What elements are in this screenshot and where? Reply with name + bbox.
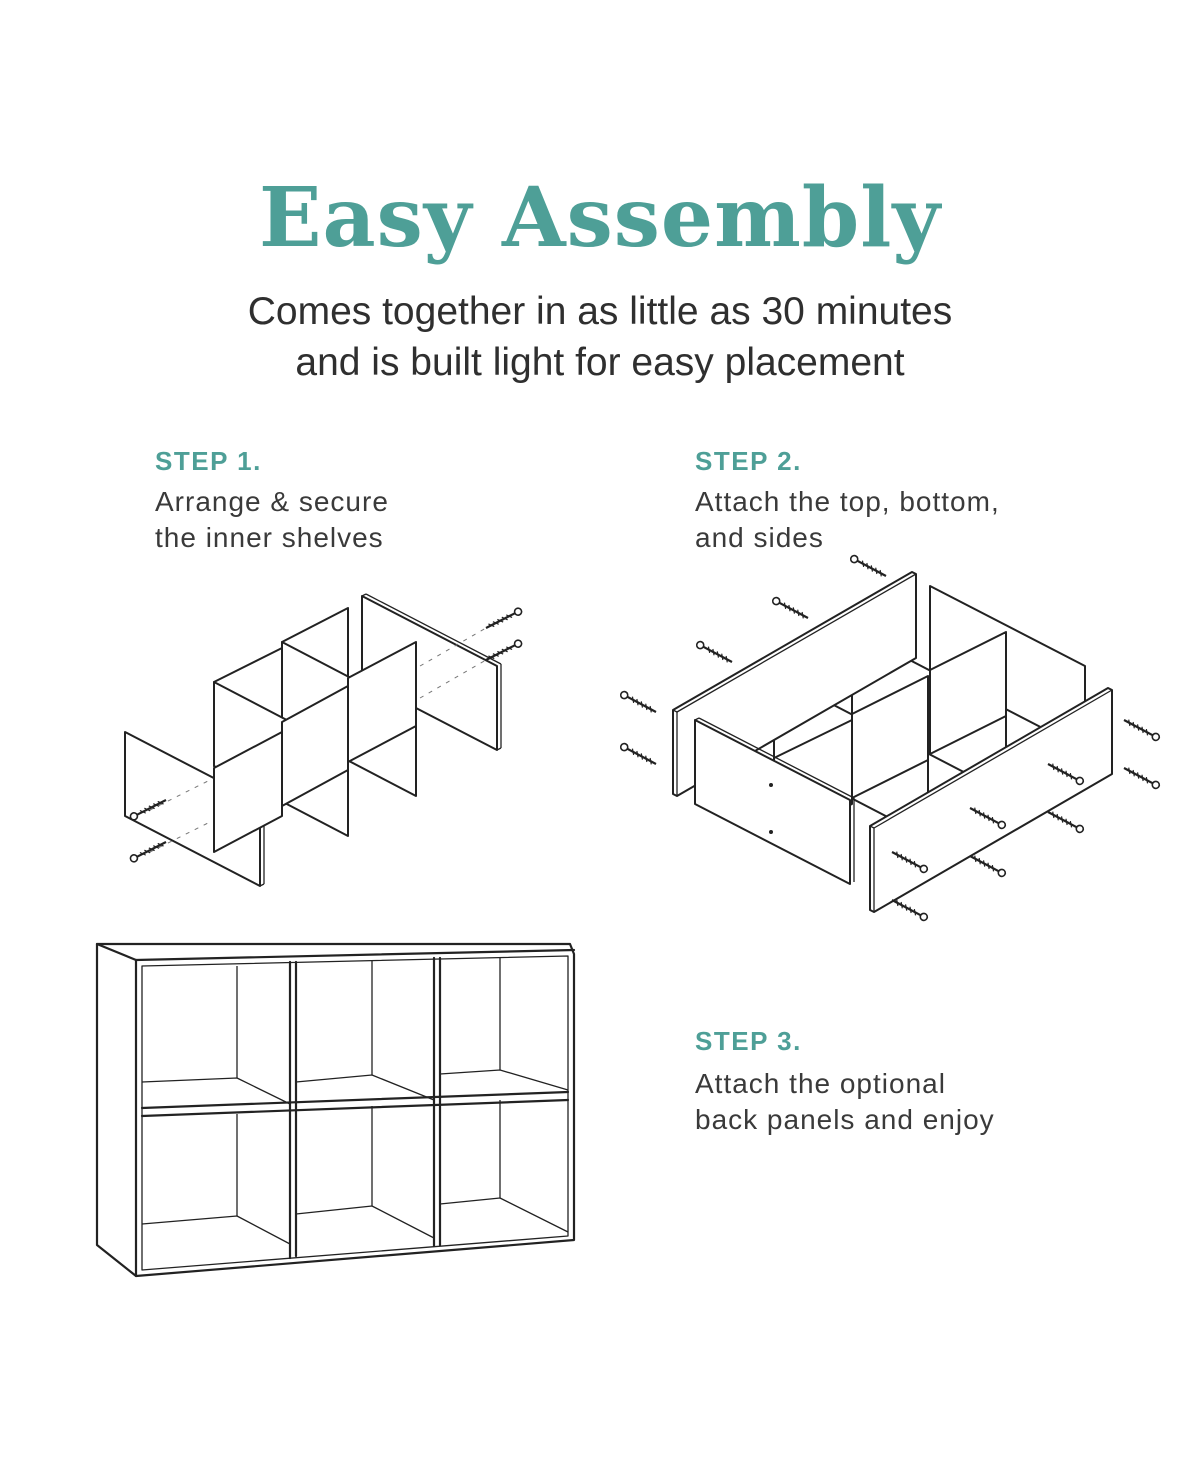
step-2-line-2: and sides: [695, 522, 824, 553]
step-1-line-2: the inner shelves: [155, 522, 384, 553]
step-1-heading: STEP 1.: [155, 446, 262, 476]
subtitle-line-2: and is built light for easy placement: [295, 341, 905, 384]
cube-bookshelf-diagram: [97, 944, 574, 1276]
page-title: Easy Assembly: [258, 170, 941, 266]
step-3-line-2: back panels and enjoy: [695, 1104, 995, 1135]
frame-assembly-diagram: [619, 554, 1160, 921]
step-2-heading: STEP 2.: [695, 446, 802, 476]
step-3-heading: STEP 3.: [695, 1026, 802, 1056]
inner-shelves-diagram: [125, 594, 523, 886]
step-1-line-1: Arrange & secure: [155, 486, 389, 517]
step-2-line-1: Attach the top, bottom,: [695, 486, 1000, 517]
subtitle-line-1: Comes together in as little as 30 minutes: [247, 290, 953, 333]
step-3-line-1: Attach the optional: [695, 1068, 946, 1099]
